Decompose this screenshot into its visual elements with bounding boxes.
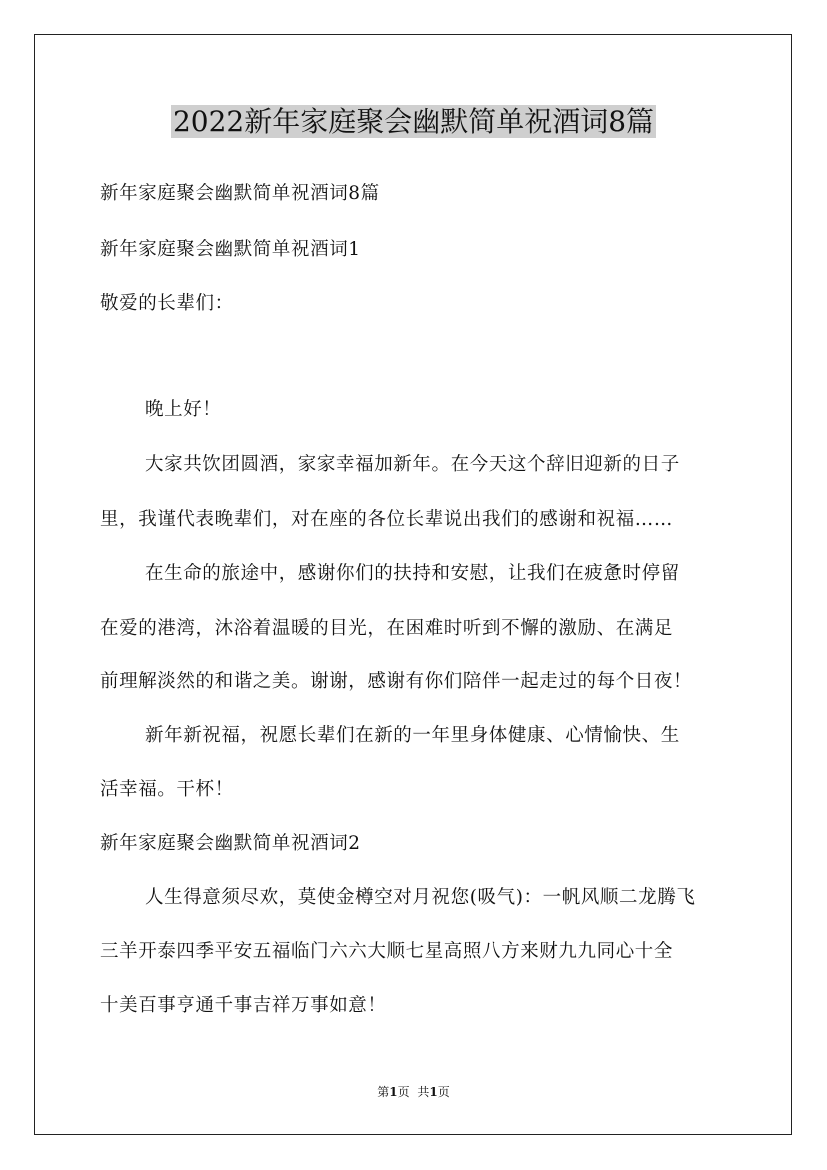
paragraph-line: 在爱的港湾，沐浴着温暖的目光，在困难时听到不懈的激励、在满足 [100, 618, 674, 639]
footer-total-suffix: 页 [437, 1085, 450, 1099]
footer-page-suffix: 页 [397, 1085, 410, 1099]
paragraph-line: 大家共饮团圆酒，家家幸福加新年。在今天这个辞旧迎新的日子 [145, 454, 680, 475]
greeting: 晚上好！ [145, 399, 222, 420]
section-heading-2: 新年家庭聚会幽默简单祝酒词2 [100, 833, 361, 854]
subtitle-line: 新年家庭聚会幽默简单祝酒词8篇 [100, 183, 380, 204]
footer-total-number: 1 [429, 1085, 438, 1099]
footer-page-prefix: 第 [377, 1085, 390, 1099]
paragraph-line: 在生命的旅途中，感谢你们的扶持和安慰，让我们在疲惫时停留 [145, 563, 680, 584]
document-title-text: 2022新年家庭聚会幽默简单祝酒词8篇 [172, 105, 655, 138]
paragraph-line: 里，我谨代表晚辈们，对在座的各位长辈说出我们的感谢和祝福…… [100, 509, 674, 530]
paragraph-line: 前理解淡然的和谐之美。谢谢，感谢有你们陪伴一起走过的每个日夜！ [100, 671, 693, 692]
page-footer [0, 1084, 827, 1100]
paragraph-line: 活幸福。干杯！ [100, 779, 234, 800]
footer-page-number: 1 [389, 1085, 398, 1099]
footer-total-prefix: 共 [417, 1085, 430, 1099]
document-title [0, 100, 827, 144]
paragraph-line: 三羊开泰四季平安五福临门六六大顺七星高照八方来财九九同心十全 [100, 941, 674, 962]
section-heading-1: 新年家庭聚会幽默简单祝酒词1 [100, 239, 361, 260]
salutation: 敬爱的长辈们： [100, 293, 234, 314]
paragraph-line: 新年新祝福，祝愿长辈们在新的一年里身体健康、心情愉快、生 [145, 725, 680, 746]
paragraph-line: 人生得意须尽欢，莫使金樽空对月祝您(吸气)：一帆风顺二龙腾飞 [145, 887, 696, 908]
paragraph-line: 十美百事亨通千事吉祥万事如意！ [100, 995, 387, 1016]
